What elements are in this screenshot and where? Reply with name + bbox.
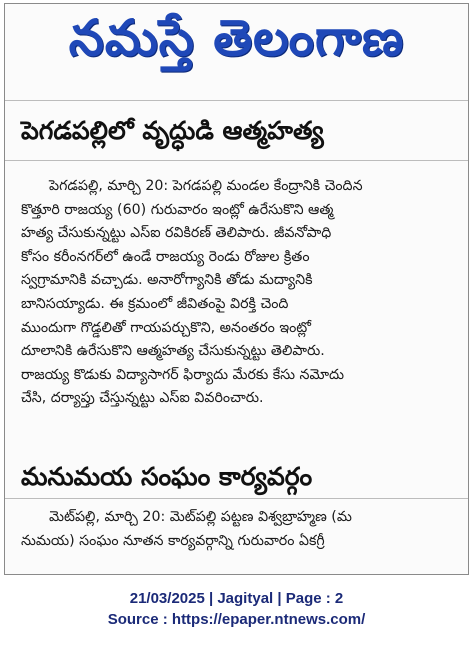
article-line: దూలానికి ఉరేసుకొని ఆత్మహత్య చేసుకున్నట్టు తెలిపారు.	[21, 343, 325, 360]
article-line: కోసం కరీంనగర్‌లో ఉండే రాజయ్య రెండు రోజుల క్రితం	[21, 248, 310, 265]
article-line: ముందుగా గొడ్డలితో గాయపర్చుకొని, అనంతరం ఇంట్లో	[21, 319, 312, 336]
masthead-title: నమస్తే తెలంగాణ	[68, 8, 405, 67]
masthead	[5, 4, 468, 84]
headline-2-divider	[5, 498, 468, 499]
article-line: బానిసయ్యాడు. ఈ క్రమంలో జీవితంపై విరక్తి చెంది	[21, 295, 289, 312]
article-line: మెట్‌పల్లి, మార్చి 20: మెట్‌పల్లి పట్టణ విశ్వబ్రాహ్మణ (మ	[49, 509, 352, 525]
article-1-body	[21, 175, 467, 411]
clipping-date-info: 21/03/2025 | Jagityal | Page : 2	[129, 590, 344, 607]
article-line: స్వగ్రామానికి వచ్చాడు. అనారోగ్యానికి తోడు మద్యానికి	[21, 272, 313, 289]
article-line: కొత్తూరి రాజయ్య (60) గురువారం ఇంట్లో ఉరేసుకొని ఆత్మ	[21, 201, 334, 218]
article-2-headline: మనుమయ సంఘం కార్యవర్గం	[21, 462, 313, 491]
article-line: చేసి, దర్యాప్తు చేస్తున్నట్టు ఎస్ఐ వివరించారు.	[21, 390, 264, 407]
article-line: హత్య చేసుకున్నట్టు ఎస్ఐ రవికిరణ్ తెలిపారు. జీవనోపాధి	[21, 225, 332, 242]
article-line: రాజయ్య కొడుకు విద్యాసాగర్ ఫిర్యాదు మేరకు కేసు నమోదు	[21, 366, 344, 383]
article-line: నుమయ) సంఘం నూతన కార్యవర్గాన్ని గురువారం ఏకగ్రీ	[21, 532, 325, 549]
article-1-headline: పెగడపల్లిలో వృద్ధుడి ఆత్మహత్య	[21, 116, 324, 145]
headline-1-divider	[5, 160, 468, 161]
masthead-divider	[5, 100, 468, 101]
article-line: పెగడపల్లి, మార్చి 20: పెగడపల్లి మండల కేంద్రానికి చెందిన	[49, 178, 363, 194]
newspaper-clipping	[4, 3, 469, 575]
clipping-source: Source : https://epaper.ntnews.com/	[107, 611, 366, 628]
article-2-body	[21, 506, 467, 553]
